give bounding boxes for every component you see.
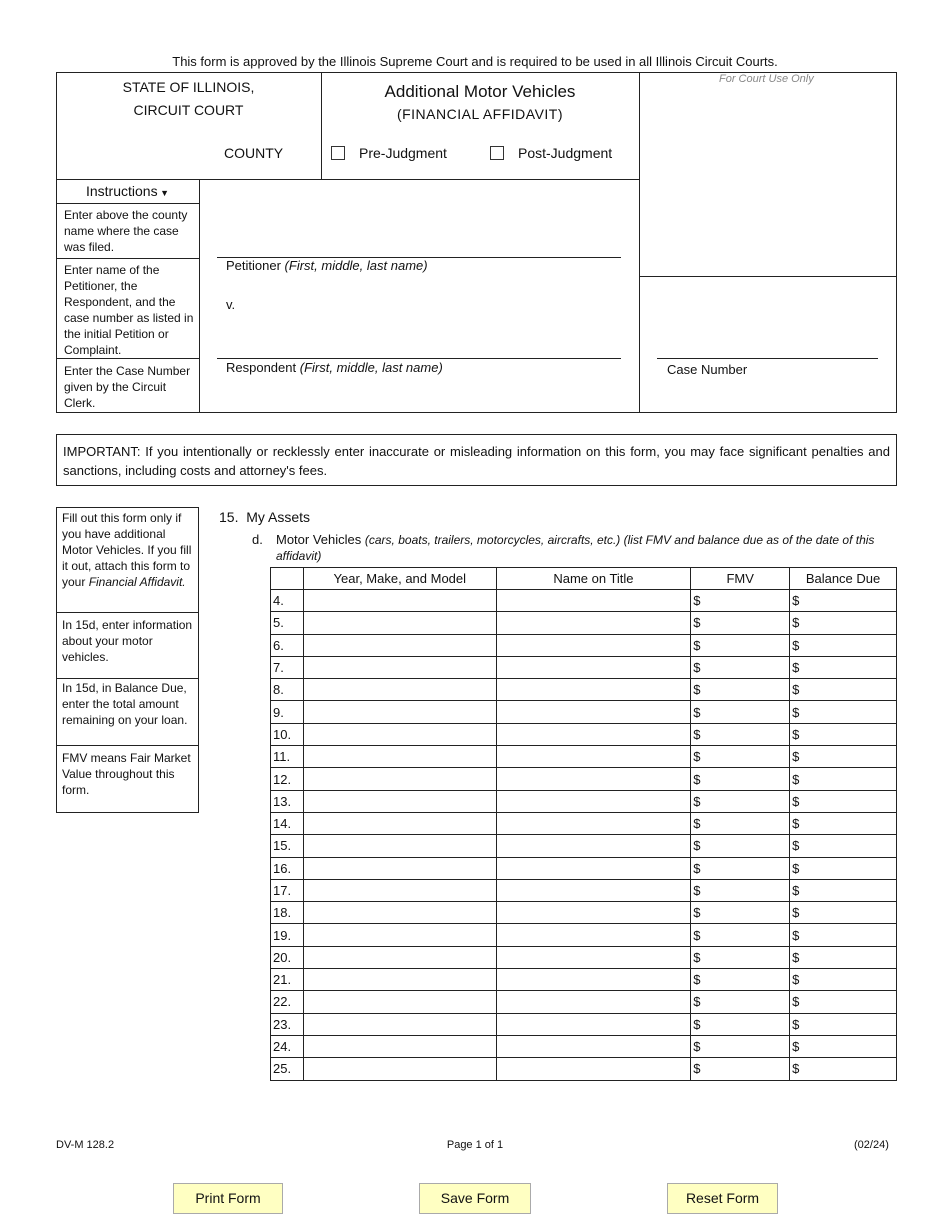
subsection-heading: Motor Vehicles (cars, boats, trailers, motorcycles, aircrafts, etc.) (list FMV and balance due as of the date of this affidavit) [276,532,875,563]
fmv-input[interactable]: $ [691,1058,790,1080]
court-heading [56,76,321,122]
pre-judgment-label: Pre-Judgment [359,145,447,161]
balance-due-input[interactable]: $ [790,946,897,968]
divider [199,180,200,413]
row-number: 19. [271,924,304,946]
vehicle-row [271,746,897,768]
vehicle-row [271,768,897,790]
versus-label: v. [226,297,236,312]
balance-due-input[interactable]: $ [790,857,897,879]
row-number: 8. [271,679,304,701]
post-judgment-option[interactable] [490,145,612,161]
fmv-input[interactable]: $ [691,590,790,612]
instruction-county: Enter above the county name where the case was filed. [64,208,188,254]
vehicle-row [271,1013,897,1035]
row-number: 17. [271,879,304,901]
title-name-input[interactable] [496,857,691,879]
side-note-fmv: FMV means Fair Market Value throughout this form. [62,751,191,797]
fmv-input[interactable]: $ [691,946,790,968]
side-note-attach: Fill out this form only if you have additional Motor Vehicles. If you fill it out, attach this form to your Financial Affidavit. [62,511,192,589]
vehicle-row [271,902,897,924]
title-name-input[interactable] [496,701,691,723]
post-judgment-checkbox[interactable] [490,146,504,160]
vehicle-input[interactable] [303,656,496,678]
vehicle-input[interactable] [303,768,496,790]
balance-due-input[interactable]: $ [790,656,897,678]
vehicle-input[interactable] [303,590,496,612]
vehicle-input[interactable] [303,790,496,812]
balance-due-input[interactable]: $ [790,1058,897,1080]
vehicle-input[interactable] [303,835,496,857]
vehicle-row [271,1058,897,1080]
fmv-input[interactable]: $ [691,812,790,834]
fmv-input[interactable]: $ [691,790,790,812]
pre-judgment-checkbox[interactable] [331,146,345,160]
row-number: 4. [271,590,304,612]
fmv-input[interactable]: $ [691,969,790,991]
fmv-input[interactable]: $ [691,991,790,1013]
vehicle-input[interactable] [303,879,496,901]
title-name-input[interactable] [496,1013,691,1035]
vehicle-row [271,723,897,745]
vehicle-row [271,1035,897,1057]
respondent-label: Respondent (First, middle, last name) [226,360,443,375]
balance-due-input[interactable]: $ [790,590,897,612]
vehicle-input[interactable] [303,634,496,656]
title-name-input[interactable] [496,1058,691,1080]
row-number: 18. [271,902,304,924]
vehicle-input[interactable] [303,812,496,834]
instructions-heading: Instructions [85,183,158,199]
reset-form-button[interactable]: Reset Form [667,1183,778,1214]
vehicle-row [271,812,897,834]
row-number: 10. [271,723,304,745]
title-name-input[interactable] [496,902,691,924]
vehicle-input[interactable] [303,857,496,879]
title-name-input[interactable] [496,969,691,991]
vehicle-input[interactable] [303,1058,496,1080]
side-note-15d: In 15d, enter information about your motor vehicles. [62,618,193,664]
divider [56,258,199,259]
vehicle-row [271,679,897,701]
vehicle-input[interactable] [303,991,496,1013]
title-name-input[interactable] [496,790,691,812]
vehicle-row [271,969,897,991]
title-name-input[interactable] [496,679,691,701]
title-name-input[interactable] [496,746,691,768]
instructions-toggle[interactable] [56,183,199,199]
divider [56,179,640,180]
vehicle-input[interactable] [303,902,496,924]
vehicle-row [271,946,897,968]
row-number: 15. [271,835,304,857]
vehicle-input[interactable] [303,924,496,946]
fmv-input[interactable]: $ [691,857,790,879]
balance-due-input[interactable]: $ [790,969,897,991]
form-subtitle: (FINANCIAL AFFIDAVIT) [396,106,564,122]
vehicle-row [271,701,897,723]
balance-due-input[interactable]: $ [790,634,897,656]
vehicle-row [271,879,897,901]
row-number: 6. [271,634,304,656]
fmv-input[interactable]: $ [691,1013,790,1035]
case-number-field[interactable] [657,358,878,359]
vehicle-input[interactable] [303,723,496,745]
title-name-input[interactable] [496,991,691,1013]
title-name-input[interactable] [496,835,691,857]
form-date: (02/24) [854,1139,889,1151]
row-number: 13. [271,790,304,812]
balance-due-input[interactable]: $ [790,902,897,924]
title-name-input[interactable] [496,612,691,634]
title-name-input[interactable] [496,656,691,678]
vehicle-row [271,790,897,812]
title-name-input[interactable] [496,723,691,745]
form-title: Additional Motor Vehicles [384,82,576,101]
vehicle-input[interactable] [303,612,496,634]
fmv-input[interactable]: $ [691,612,790,634]
title-name-input[interactable] [496,946,691,968]
row-number: 20. [271,946,304,968]
balance-due-input[interactable]: $ [790,812,897,834]
fmv-input[interactable]: $ [691,879,790,901]
row-number: 23. [271,1013,304,1035]
approval-note: This form is approved by the Illinois Supreme Court and is required to be used in all Illinois Circuit Courts. [172,54,778,69]
caret-down-icon: ▼ [157,188,169,198]
save-form-button[interactable]: Save Form [419,1183,531,1214]
balance-due-input[interactable]: $ [790,679,897,701]
divider [56,612,199,613]
balance-due-input[interactable]: $ [790,612,897,634]
fmv-input[interactable]: $ [691,924,790,946]
important-notice: IMPORTANT: If you intentionally or recklessly enter inaccurate or misleading information on this form, you may face significant penalties and sanctions, including costs and attorney's fees. [56,434,897,486]
balance-due-input[interactable]: $ [790,723,897,745]
balance-due-input[interactable]: $ [790,991,897,1013]
title-name-input[interactable] [496,812,691,834]
fmv-input[interactable]: $ [691,1035,790,1057]
instruction-parties: Enter name of the Petitioner, the Respondent, and the case number as listed in the initial Petition or Complaint. [64,263,194,357]
row-number: 22. [271,991,304,1013]
row-number: 14. [271,812,304,834]
vehicle-input[interactable] [303,701,496,723]
fmv-input[interactable]: $ [691,723,790,745]
divider [639,72,640,413]
vehicle-input[interactable] [303,946,496,968]
balance-due-input[interactable]: $ [790,924,897,946]
vehicle-input[interactable] [303,1035,496,1057]
fmv-input[interactable]: $ [691,835,790,857]
title-name-input[interactable] [496,590,691,612]
fmv-input[interactable]: $ [691,656,790,678]
fmv-input[interactable]: $ [691,902,790,924]
form-id: DV-M 128.2 [56,1139,115,1151]
instruction-case-number: Enter the Case Number given by the Circuit Clerk. [64,364,191,410]
title-name-input[interactable] [496,634,691,656]
col-header-number [271,568,304,590]
vehicle-row [271,590,897,612]
title-name-input[interactable] [496,879,691,901]
county-label[interactable]: COUNTY [224,145,284,161]
title-name-input[interactable] [496,924,691,946]
col-header-balance: Balance Due [790,568,897,590]
col-header-title-name: Name on Title [496,568,691,590]
vehicle-row [271,991,897,1013]
balance-due-input[interactable]: $ [790,746,897,768]
row-number: 24. [271,1035,304,1057]
balance-due-input[interactable]: $ [790,790,897,812]
page-number: Page 1 of 1 [446,1139,504,1151]
balance-due-input[interactable]: $ [790,835,897,857]
fmv-input[interactable]: $ [691,634,790,656]
vehicle-row [271,612,897,634]
row-number: 5. [271,612,304,634]
fmv-input[interactable]: $ [691,701,790,723]
vehicle-row [271,656,897,678]
title-name-input[interactable] [496,1035,691,1057]
row-number: 21. [271,969,304,991]
fmv-input[interactable]: $ [691,768,790,790]
divider [56,358,199,359]
pre-judgment-option[interactable] [331,145,447,161]
side-note-balance: In 15d, in Balance Due, enter the total amount remaining on your loan. [62,681,188,727]
divider [56,203,199,204]
divider [56,745,199,746]
balance-due-input[interactable]: $ [790,768,897,790]
row-number: 16. [271,857,304,879]
post-judgment-label: Post-Judgment [518,145,613,161]
balance-due-input[interactable]: $ [790,701,897,723]
vehicle-input[interactable] [303,1013,496,1035]
vehicle-input[interactable] [303,746,496,768]
petitioner-label: Petitioner (First, middle, last name) [226,258,428,273]
fmv-input[interactable]: $ [691,679,790,701]
row-number: 7. [271,656,304,678]
vehicle-row [271,857,897,879]
vehicle-row [271,835,897,857]
vehicles-table [270,567,897,1081]
sub-letter: d. [252,532,263,547]
balance-due-input[interactable]: $ [790,1013,897,1035]
col-header-fmv: FMV [691,568,790,590]
divider [639,276,897,277]
court-use-label: For Court Use Only [719,73,814,85]
fmv-input[interactable]: $ [691,746,790,768]
print-form-button[interactable]: Print Form [173,1183,283,1214]
section-heading: 15. My Assets [219,509,311,525]
row-number: 25. [271,1058,304,1080]
balance-due-input[interactable]: $ [790,879,897,901]
case-number-label: Case Number [667,362,748,377]
title-name-input[interactable] [496,768,691,790]
balance-due-input[interactable]: $ [790,1035,897,1057]
vehicle-row [271,634,897,656]
vehicle-row [271,924,897,946]
vehicle-input[interactable] [303,679,496,701]
row-number: 11. [271,746,304,768]
court-label: CIRCUIT COURT [133,102,244,118]
state-label: STATE OF ILLINOIS, [122,79,255,95]
row-number: 12. [271,768,304,790]
divider [56,678,199,679]
row-number: 9. [271,701,304,723]
vehicle-input[interactable] [303,969,496,991]
respondent-field[interactable] [217,358,621,359]
col-header-vehicle: Year, Make, and Model [303,568,496,590]
